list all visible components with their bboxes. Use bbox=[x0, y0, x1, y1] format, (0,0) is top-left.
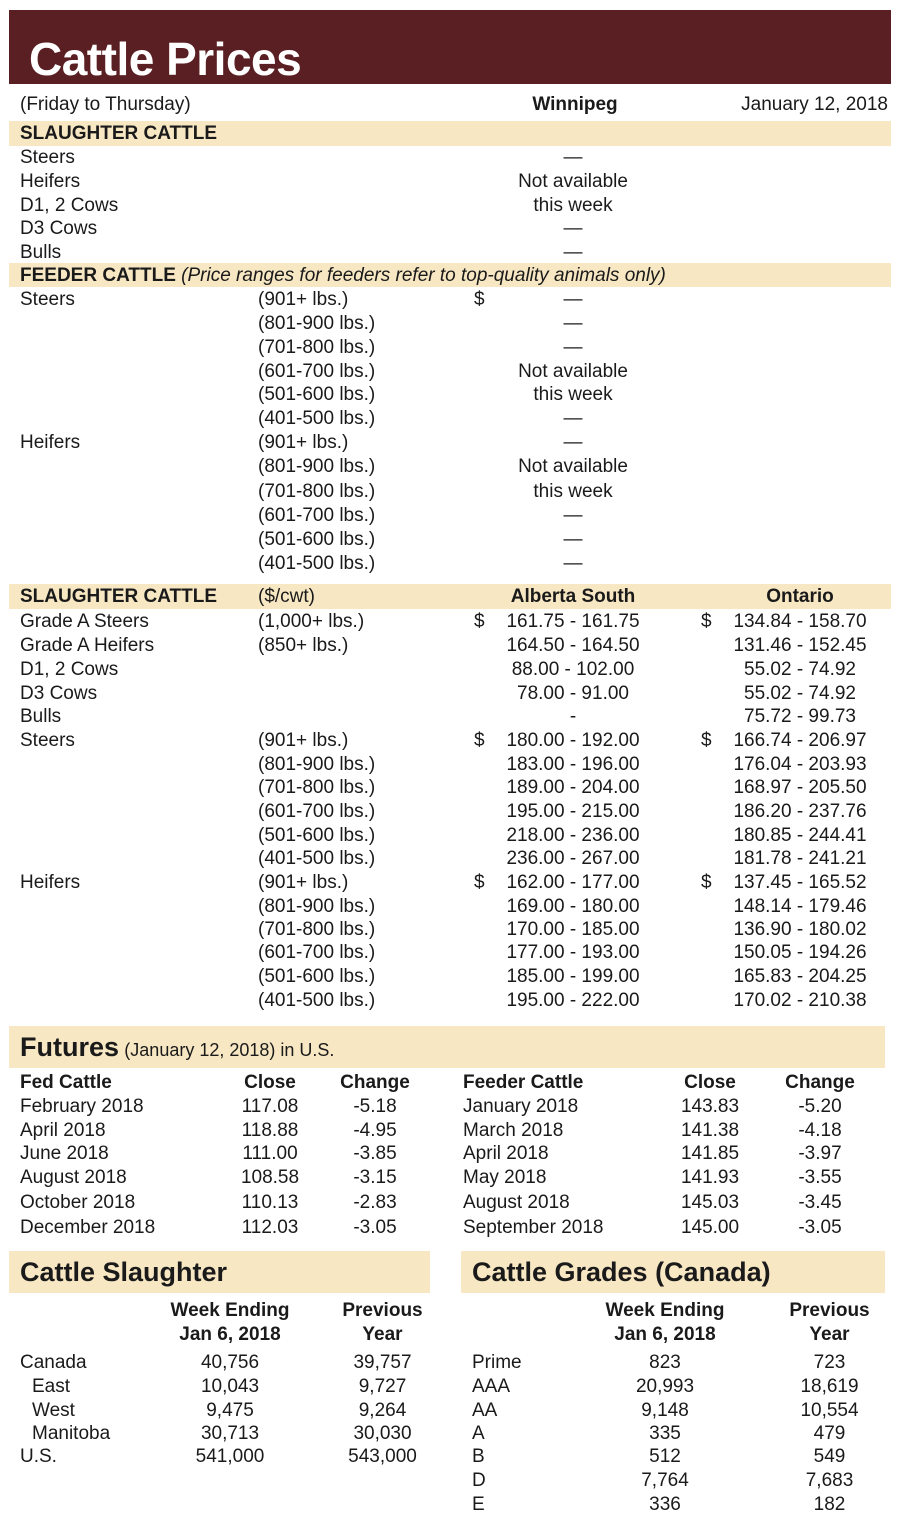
col-header: Close bbox=[244, 1072, 296, 1093]
prev-year-value: 9,264 bbox=[358, 1400, 407, 1421]
close-value: 143.83 bbox=[680, 1096, 740, 1117]
col-header: Change bbox=[785, 1072, 855, 1093]
prev-year-value: 39,757 bbox=[353, 1352, 412, 1373]
change-value: -3.97 bbox=[798, 1143, 842, 1164]
region-label: Manitoba bbox=[32, 1423, 111, 1444]
col-header: Week Ending bbox=[605, 1300, 725, 1321]
ontario-value: 165.83 - 204.25 bbox=[733, 966, 867, 987]
prev-year-value: 30,030 bbox=[353, 1423, 412, 1444]
weight-range: (901+ lbs.) bbox=[258, 432, 349, 453]
change-value: -4.95 bbox=[353, 1120, 397, 1141]
weight-range: (501-600 lbs.) bbox=[258, 529, 376, 550]
change-value: -3.05 bbox=[798, 1217, 842, 1238]
row-value: — bbox=[563, 289, 583, 310]
weight-range: (401-500 lbs.) bbox=[258, 848, 376, 869]
change-value: -5.20 bbox=[798, 1096, 842, 1117]
close-value: 145.03 bbox=[680, 1192, 740, 1213]
row-label: Steers bbox=[20, 147, 75, 168]
prev-year-value: 182 bbox=[813, 1494, 846, 1515]
col-header: Previous bbox=[342, 1300, 423, 1321]
weight-range: (501-600 lbs.) bbox=[258, 825, 376, 846]
row-value: — bbox=[563, 313, 583, 334]
grade-label: AAA bbox=[472, 1376, 511, 1397]
feeder-label: FEEDER CATTLE bbox=[20, 265, 176, 286]
weight-range: (850+ lbs.) bbox=[258, 635, 349, 656]
futures-heading bbox=[20, 1032, 334, 1063]
close-value: 141.38 bbox=[680, 1120, 740, 1141]
title-banner bbox=[9, 10, 891, 84]
weight-range: (401-500 lbs.) bbox=[258, 553, 376, 574]
grade-label: A bbox=[472, 1423, 485, 1444]
alberta-value: 195.00 - 215.00 bbox=[506, 801, 640, 822]
feeder-note: (Price ranges for feeders refer to top-quality animals only) bbox=[181, 265, 666, 286]
close-value: 141.85 bbox=[680, 1143, 740, 1164]
contract-month: May 2018 bbox=[463, 1167, 547, 1188]
grade-label: D bbox=[472, 1470, 486, 1491]
col-header: Jan 6, 2018 bbox=[614, 1324, 716, 1345]
row-label: Heifers bbox=[20, 171, 81, 192]
region-label: West bbox=[32, 1400, 75, 1421]
prev-year-value: 723 bbox=[813, 1352, 846, 1373]
contract-month: August 2018 bbox=[20, 1167, 127, 1188]
row-value: this week bbox=[533, 195, 613, 216]
col-header: Week Ending bbox=[170, 1300, 290, 1321]
contract-month: September 2018 bbox=[463, 1217, 604, 1238]
ontario-value: 180.85 - 244.41 bbox=[733, 825, 867, 846]
date-label: January 12, 2018 bbox=[741, 94, 888, 115]
change-value: -3.05 bbox=[353, 1217, 397, 1238]
row-value: — bbox=[563, 218, 583, 239]
row-label: D1, 2 Cows bbox=[20, 195, 119, 216]
grades-title: Cattle Grades (Canada) bbox=[472, 1257, 771, 1287]
weight-range: (701-800 lbs.) bbox=[258, 919, 376, 940]
prev-year-value: 549 bbox=[813, 1446, 846, 1467]
col-header: Year bbox=[362, 1324, 403, 1345]
change-value: -3.15 bbox=[353, 1167, 397, 1188]
row-label: Heifers bbox=[20, 432, 81, 453]
row-value: Not available bbox=[518, 456, 628, 477]
week-value: 336 bbox=[649, 1494, 681, 1515]
prev-year-value: 479 bbox=[813, 1423, 846, 1444]
prev-year-value: 543,000 bbox=[348, 1446, 417, 1467]
row-value: — bbox=[563, 337, 583, 358]
dollar-sign: $ bbox=[474, 730, 485, 751]
grade-label: Prime bbox=[472, 1352, 522, 1373]
period-label: (Friday to Thursday) bbox=[20, 94, 191, 115]
week-value: 9,475 bbox=[206, 1400, 254, 1421]
col-header: Year bbox=[809, 1324, 850, 1345]
ontario-value: 168.97 - 205.50 bbox=[733, 777, 867, 798]
contract-month: January 2018 bbox=[463, 1096, 579, 1117]
weight-range: (401-500 lbs.) bbox=[258, 408, 376, 429]
location-label: Winnipeg bbox=[532, 94, 618, 115]
dollar-sign: $ bbox=[701, 872, 712, 893]
col-header: Fed Cattle bbox=[20, 1072, 112, 1093]
page-title: Cattle Prices bbox=[29, 33, 302, 85]
alberta-value: 88.00 - 102.00 bbox=[511, 659, 635, 680]
row-value: Not available bbox=[518, 361, 628, 382]
contract-month: February 2018 bbox=[20, 1096, 144, 1117]
dollar-sign: $ bbox=[474, 289, 485, 310]
futures-title: Futures bbox=[20, 1032, 120, 1062]
ontario-value: 55.02 - 74.92 bbox=[744, 683, 856, 704]
section-heading: SLAUGHTER CATTLE bbox=[20, 586, 218, 607]
prev-year-value: 18,619 bbox=[800, 1376, 859, 1397]
row-value: — bbox=[563, 505, 583, 526]
col-header: Change bbox=[340, 1072, 410, 1093]
row-value: this week bbox=[533, 481, 613, 502]
contract-month: June 2018 bbox=[20, 1143, 109, 1164]
row-value: this week bbox=[533, 384, 613, 405]
weight-range: (601-700 lbs.) bbox=[258, 505, 376, 526]
prev-year-value: 10,554 bbox=[800, 1400, 859, 1421]
ontario-value: 150.05 - 194.26 bbox=[733, 942, 867, 963]
alberta-value: 164.50 - 164.50 bbox=[506, 635, 640, 656]
weight-range: (801-900 lbs.) bbox=[258, 754, 376, 775]
ontario-value: 134.84 - 158.70 bbox=[733, 611, 867, 632]
alberta-value: 195.00 - 222.00 bbox=[506, 990, 640, 1011]
alberta-value: 185.00 - 199.00 bbox=[506, 966, 640, 987]
row-value: — bbox=[563, 553, 583, 574]
row-label: Bulls bbox=[20, 706, 62, 727]
weight-range: (801-900 lbs.) bbox=[258, 456, 376, 477]
grade-label: E bbox=[472, 1494, 485, 1515]
contract-month: April 2018 bbox=[463, 1143, 549, 1164]
alberta-value: 161.75 - 161.75 bbox=[506, 611, 640, 632]
ontario-value: 55.02 - 74.92 bbox=[744, 659, 856, 680]
row-label: D1, 2 Cows bbox=[20, 659, 119, 680]
ontario-value: 181.78 - 241.21 bbox=[733, 848, 867, 869]
week-value: 10,043 bbox=[200, 1376, 260, 1397]
weight-range: (601-700 lbs.) bbox=[258, 942, 376, 963]
grade-label: B bbox=[472, 1446, 485, 1467]
contract-month: August 2018 bbox=[463, 1192, 570, 1213]
ontario-value: 186.20 - 237.76 bbox=[733, 801, 867, 822]
weight-range: (601-700 lbs.) bbox=[258, 801, 376, 822]
col-header: Previous bbox=[789, 1300, 870, 1321]
ontario-value: 137.45 - 165.52 bbox=[733, 872, 867, 893]
col-header: Close bbox=[684, 1072, 736, 1093]
row-label: Bulls bbox=[20, 242, 62, 263]
col-alberta: Alberta South bbox=[510, 586, 636, 607]
change-value: -3.45 bbox=[798, 1192, 842, 1213]
row-label: Grade A Steers bbox=[20, 611, 149, 632]
contract-month: April 2018 bbox=[20, 1120, 106, 1141]
row-value: Not available bbox=[518, 171, 628, 192]
alberta-value: 162.00 - 177.00 bbox=[506, 872, 640, 893]
prev-year-value: 7,683 bbox=[805, 1470, 854, 1491]
alberta-value: 180.00 - 192.00 bbox=[506, 730, 640, 751]
dollar-sign: $ bbox=[701, 730, 712, 751]
change-value: -3.55 bbox=[798, 1167, 842, 1188]
ontario-value: 176.04 - 203.93 bbox=[733, 754, 867, 775]
futures-subtitle: (January 12, 2018) in U.S. bbox=[124, 1040, 335, 1060]
change-value: -5.18 bbox=[353, 1096, 397, 1117]
row-value: — bbox=[563, 242, 583, 263]
region-label: U.S. bbox=[20, 1446, 57, 1467]
section-heading: SLAUGHTER CATTLE bbox=[20, 123, 218, 144]
ontario-value: 136.90 - 180.02 bbox=[733, 919, 867, 940]
week-value: 9,148 bbox=[641, 1400, 689, 1421]
week-value: 823 bbox=[649, 1352, 681, 1373]
weight-range: (701-800 lbs.) bbox=[258, 481, 376, 502]
dollar-sign: $ bbox=[474, 872, 485, 893]
grade-label: AA bbox=[472, 1400, 498, 1421]
ontario-value: 170.02 - 210.38 bbox=[733, 990, 867, 1011]
contract-month: December 2018 bbox=[20, 1217, 156, 1238]
row-value: — bbox=[563, 147, 583, 168]
prev-year-value: 9,727 bbox=[358, 1376, 407, 1397]
alberta-value: - bbox=[569, 706, 577, 727]
alberta-value: 177.00 - 193.00 bbox=[506, 942, 640, 963]
close-value: 110.13 bbox=[241, 1192, 299, 1213]
row-value: — bbox=[563, 408, 583, 429]
col-ontario: Ontario bbox=[766, 586, 834, 607]
change-value: -3.85 bbox=[353, 1143, 397, 1164]
row-label: Grade A Heifers bbox=[20, 635, 155, 656]
week-value: 335 bbox=[649, 1423, 681, 1444]
slaughter-title: Cattle Slaughter bbox=[20, 1257, 228, 1287]
weight-range: (1,000+ lbs.) bbox=[258, 611, 365, 632]
ontario-value: 131.46 - 152.45 bbox=[733, 635, 867, 656]
weight-range: (901+ lbs.) bbox=[258, 730, 349, 751]
feeder-heading bbox=[20, 265, 666, 287]
weight-range: (701-800 lbs.) bbox=[258, 777, 376, 798]
contract-month: October 2018 bbox=[20, 1192, 136, 1213]
row-label: Heifers bbox=[20, 872, 81, 893]
weight-range: (801-900 lbs.) bbox=[258, 313, 376, 334]
close-value: 111.00 bbox=[242, 1143, 298, 1164]
alberta-value: 78.00 - 91.00 bbox=[517, 683, 629, 704]
region-label: Canada bbox=[20, 1352, 87, 1373]
alberta-value: 183.00 - 196.00 bbox=[506, 754, 640, 775]
close-value: 118.88 bbox=[241, 1120, 299, 1141]
close-value: 117.08 bbox=[241, 1096, 299, 1117]
contract-month: March 2018 bbox=[463, 1120, 564, 1141]
row-label: Steers bbox=[20, 289, 75, 310]
close-value: 108.58 bbox=[240, 1167, 300, 1188]
weight-range: (701-800 lbs.) bbox=[258, 337, 376, 358]
weight-range: (901+ lbs.) bbox=[258, 289, 349, 310]
week-value: 7,764 bbox=[641, 1470, 689, 1491]
ontario-value: 75.72 - 99.73 bbox=[744, 706, 856, 727]
alberta-value: 236.00 - 267.00 bbox=[506, 848, 640, 869]
weight-range: (501-600 lbs.) bbox=[258, 966, 376, 987]
unit-label: ($/cwt) bbox=[258, 586, 315, 607]
close-value: 141.93 bbox=[680, 1167, 740, 1188]
week-value: 40,756 bbox=[200, 1352, 260, 1373]
alberta-value: 218.00 - 236.00 bbox=[506, 825, 640, 846]
week-value: 541,000 bbox=[195, 1446, 265, 1467]
weight-range: (401-500 lbs.) bbox=[258, 990, 376, 1011]
dollar-sign: $ bbox=[474, 611, 485, 632]
alberta-value: 169.00 - 180.00 bbox=[506, 896, 640, 917]
change-value: -2.83 bbox=[353, 1192, 397, 1213]
row-label: D3 Cows bbox=[20, 683, 98, 704]
dollar-sign: $ bbox=[701, 611, 712, 632]
weight-range: (601-700 lbs.) bbox=[258, 361, 376, 382]
ontario-value: 166.74 - 206.97 bbox=[733, 730, 867, 751]
col-header: Jan 6, 2018 bbox=[179, 1324, 281, 1345]
row-label: Steers bbox=[20, 730, 75, 751]
close-value: 145.00 bbox=[680, 1217, 740, 1238]
weight-range: (801-900 lbs.) bbox=[258, 896, 376, 917]
weight-range: (901+ lbs.) bbox=[258, 872, 349, 893]
alberta-value: 170.00 - 185.00 bbox=[506, 919, 640, 940]
week-value: 20,993 bbox=[635, 1376, 695, 1397]
alberta-value: 189.00 - 204.00 bbox=[506, 777, 640, 798]
row-label: D3 Cows bbox=[20, 218, 98, 239]
week-value: 30,713 bbox=[200, 1423, 260, 1444]
weight-range: (501-600 lbs.) bbox=[258, 384, 376, 405]
ontario-value: 148.14 - 179.46 bbox=[733, 896, 867, 917]
close-value: 112.03 bbox=[241, 1217, 299, 1238]
row-value: — bbox=[563, 529, 583, 550]
col-header: Feeder Cattle bbox=[463, 1072, 584, 1093]
region-label: East bbox=[32, 1376, 71, 1397]
week-value: 512 bbox=[649, 1446, 681, 1467]
row-value: — bbox=[563, 432, 583, 453]
change-value: -4.18 bbox=[798, 1120, 842, 1141]
